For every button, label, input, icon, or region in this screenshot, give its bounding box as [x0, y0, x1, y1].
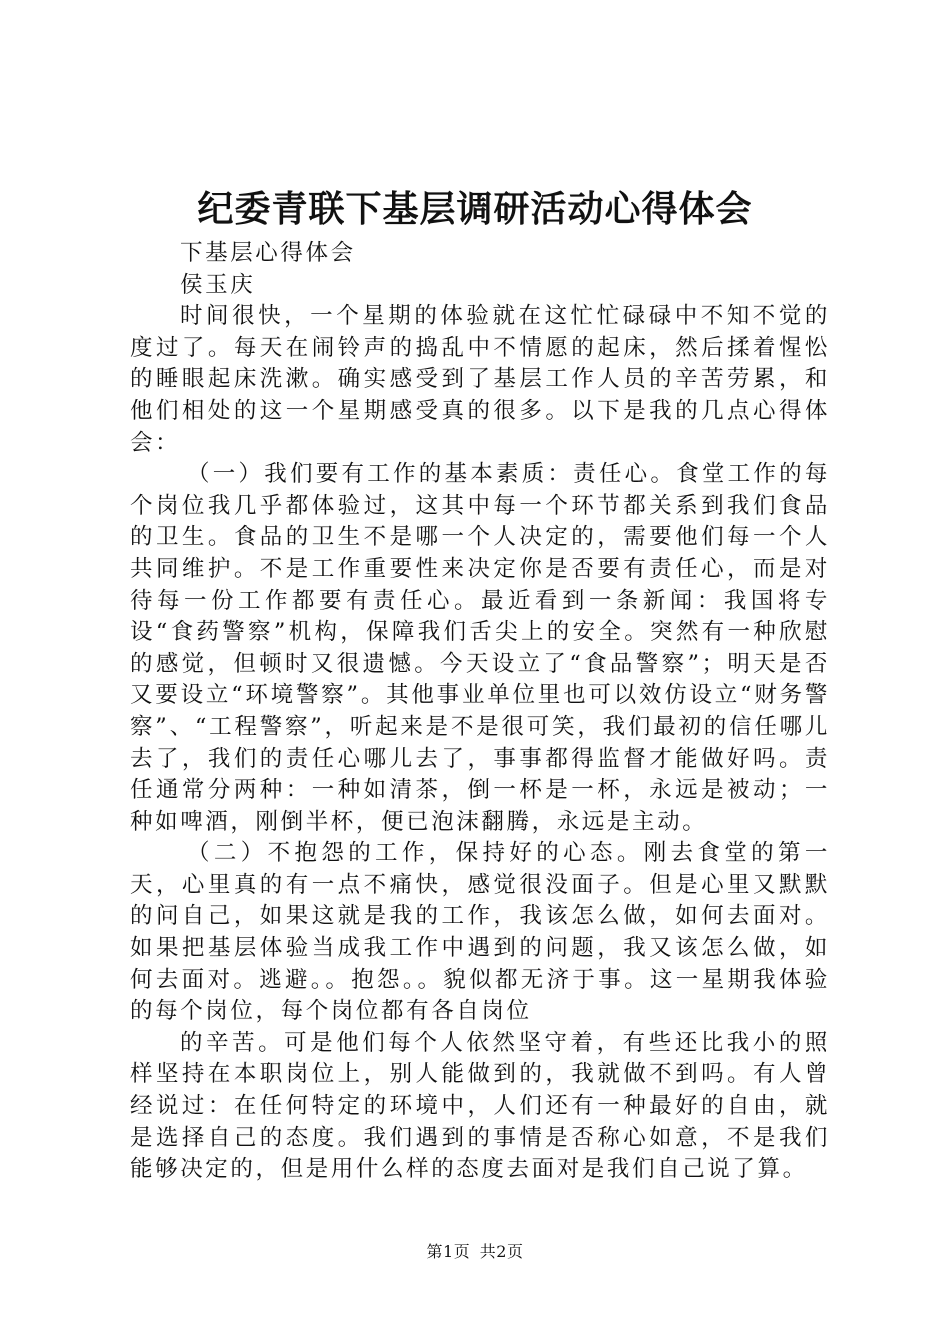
document-body: [130, 238, 830, 1186]
page-number-current: 第1页: [426, 1242, 471, 1261]
page-number-total: 共2页: [479, 1242, 524, 1261]
paragraph-continuation: 的辛苦。可是他们每个人依然坚守着，有些还比我小的照样坚持在本职岗位上，别人能做到的，我就做不到吗。有人曾经说过：在任何特定的环境中，人们还有一种最好的自由，就是选择自己的态度。我们遇到的事情是否称心如意，不是我们能够决定的，但是用什么样的态度去面对是我们自己说了算。: [130, 1029, 830, 1183]
document-title: 纪委青联下基层调研活动心得体会: [197, 188, 753, 230]
subtitle: 下基层心得体会: [180, 240, 356, 266]
paragraph-intro: 时间很快，一个星期的体验就在这忙忙碌碌中不知不觉的度过了。每天在闹铃声的捣乱中不情愿的起床，然后揉着惺忪的睡眼起床洗漱。确实感受到了基层工作人员的辛苦劳累，和他们相处的这一个星期感受真的很多。以下是我的几点心得体会：: [130, 303, 830, 456]
page-footer: [0, 1240, 950, 1264]
author: 侯玉庆: [180, 271, 256, 298]
paragraph-section-2: （二）不抱怨的工作，保持好的心态。刚去食堂的第一天，心里真的有一点不痛快，感觉很没面子。但是心里又默默的问自己，如果这就是我的工作，我该怎么做，如何去面对。如果把基层体验当成我工作中遇到的问题，我又该怎么做，如何去面对。逃避。。抱怨。。貌似都无济于事。这一星期我体验的每个岗位，每个岗位都有各自岗位: [130, 840, 830, 1025]
paragraph-section-1: （一）我们要有工作的基本素质：责任心。食堂工作的每个岗位我几乎都体验过，这其中每一个环节都关系到我们食品的卫生。食品的卫生不是哪一个人决定的，需要他们每一个人共同维护。不是工作重要性来决定你是否要有责任心，而是对待每一份工作都要有责任心。最近看到一条新闻：我国将专设“食药警察”机构，保障我们舌尖上的安全。突然有一种欣慰的感觉，但顿时又很遗憾。今天设立了“食品警察”；明天是否又要设立“环境警察”。其他事业单位里也可以效仿设立“财务警察”、“工程警察”，听起来是不是很可笑，我们最初的信任哪儿去了，我们的责任心哪儿去了，事事都得监督才能做好吗。责任通常分两种：一种如清茶，倒一杯是一杯，永远是被动；一种如啤酒，刚倒半杯，便已泡沫翻腾，永远是主动。: [130, 461, 830, 835]
